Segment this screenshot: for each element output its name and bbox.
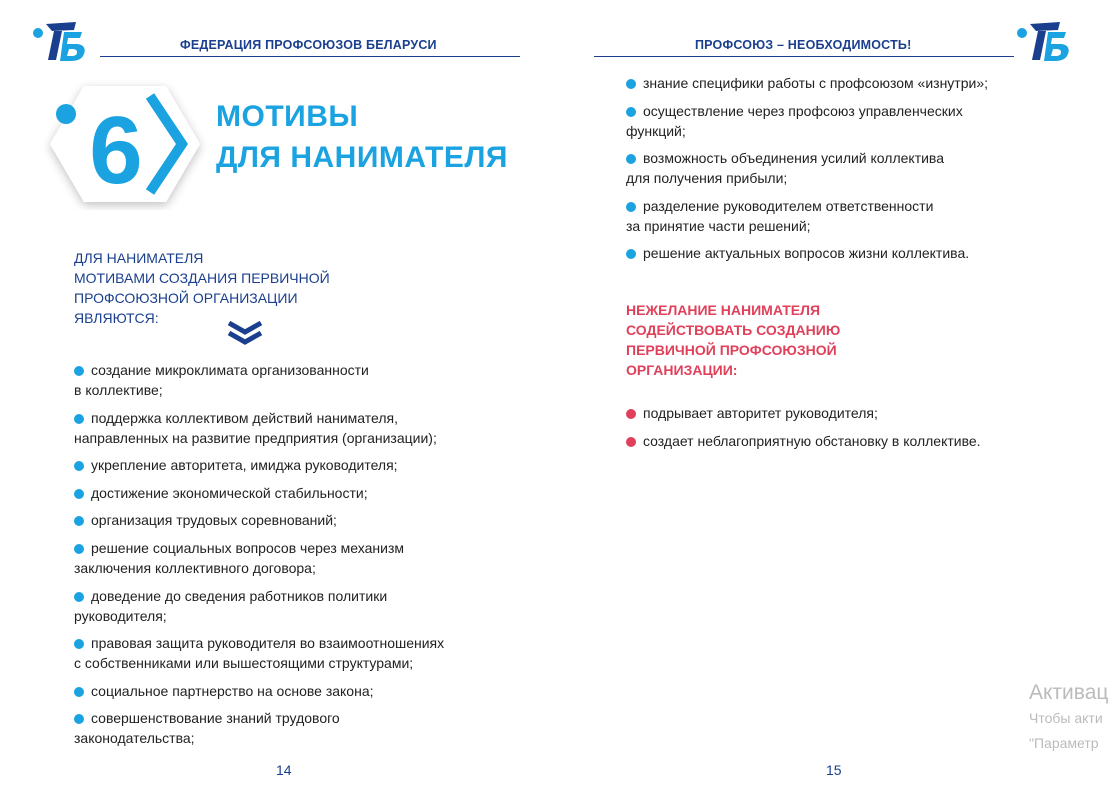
item-text: создание микроклимата организованности (91, 362, 369, 378)
bullet-dot-icon (626, 79, 636, 89)
bullet-dot-icon (626, 154, 636, 164)
header-title: ФЕДЕРАЦИЯ ПРОФСОЮЗОВ БЕЛАРУСИ (180, 38, 437, 52)
page-number: 15 (826, 762, 842, 778)
list-item (74, 483, 444, 503)
fpb-logo-icon (1016, 18, 1074, 64)
bullet-dot-icon (74, 714, 84, 724)
heading-line: МОТИВЫ (216, 100, 359, 133)
bullet-dot-icon (74, 639, 84, 649)
double-chevron-down-icon (226, 320, 264, 346)
item-text: достижение экономической стабильности; (91, 484, 368, 501)
motives-list-continued (626, 73, 988, 271)
bullet-dot-icon (74, 366, 84, 376)
item-text: за принятие части решений; (626, 217, 811, 234)
item-text: организация трудовых соревнований; (91, 512, 337, 529)
header-divider (100, 56, 520, 57)
motives-list (74, 360, 444, 756)
subheading-line: ЯВЛЯЮТСЯ: (74, 310, 159, 326)
bullet-dot-icon (626, 107, 636, 117)
subheading (74, 248, 330, 328)
bullet-dot-icon (626, 437, 636, 447)
header-divider (594, 56, 1014, 57)
item-text: законодательства; (74, 730, 195, 747)
item-text: правовая защита руководителя во взаимоотношениях (91, 635, 445, 652)
list-item (626, 243, 988, 263)
heading-line: ДЛЯ НАНИМАТЕЛЯ (216, 141, 508, 174)
negative-section-title (626, 300, 840, 380)
list-item (626, 101, 988, 141)
subheading-line: МОТИВАМИ СОЗДАНИЯ ПЕРВИЧНОЙ (74, 270, 330, 286)
number-badge (40, 78, 210, 210)
item-text: поддержка коллективом действий нанимателя, (91, 409, 398, 426)
activation-watermark (1029, 680, 1108, 756)
bullet-dot-icon (74, 687, 84, 697)
item-text: создает неблагоприятную обстановку в коллективе. (643, 432, 981, 449)
item-text: укрепление авторитета, имиджа руководителя; (91, 457, 398, 474)
negative-title-line: НЕЖЕЛАНИЕ НАНИМАТЕЛЯ (626, 302, 821, 318)
item-text: возможность объединения усилий коллектива (643, 150, 944, 167)
list-item (74, 455, 444, 475)
item-text: с собственниками или вышестоящими структурами; (74, 655, 414, 672)
list-item (74, 681, 444, 701)
page-number: 14 (276, 762, 292, 778)
bullet-dot-icon (626, 249, 636, 259)
item-text: направленных на развитие предприятия (организации); (74, 429, 437, 446)
list-item (626, 73, 988, 93)
fpb-logo-icon (32, 18, 90, 64)
list-item (626, 196, 988, 236)
watermark-line: Активац (1029, 681, 1109, 704)
negative-title-line: ПЕРВИЧНОЙ ПРОФСОЮЗНОЙ (626, 342, 837, 358)
subheading-line: ДЛЯ НАНИМАТЕЛЯ (74, 250, 204, 266)
list-item (626, 431, 981, 451)
list-item (74, 586, 444, 626)
item-text: осуществление через профсоюз управленческих (643, 102, 963, 119)
item-text: разделение руководителем ответственности (643, 197, 934, 214)
section-heading (216, 96, 508, 178)
list-item (626, 148, 988, 188)
item-text: доведение до сведения работников политики (91, 587, 388, 604)
item-text: функций; (626, 122, 686, 139)
bullet-dot-icon (74, 592, 84, 602)
bullet-dot-icon (74, 516, 84, 526)
item-text: совершенствование знаний трудового (91, 710, 340, 727)
item-text: руководителя; (74, 607, 167, 624)
bullet-dot-icon (626, 409, 636, 419)
list-item (74, 408, 444, 448)
watermark-line: "Параметр (1029, 735, 1099, 751)
list-item (74, 510, 444, 530)
negative-list (626, 403, 981, 458)
list-item (74, 633, 444, 673)
item-text: знание специфики работы с профсоюзом «изнутри»; (643, 75, 988, 91)
negative-title-line: ОРГАНИЗАЦИИ: (626, 362, 738, 378)
item-text: подрывает авторитет руководителя; (643, 405, 878, 421)
bullet-dot-icon (74, 414, 84, 424)
header-title: ПРОФСОЮЗ – НЕОБХОДИМОСТЬ! (695, 38, 912, 52)
subheading-line: ПРОФСОЮЗНОЙ ОРГАНИЗАЦИИ (74, 290, 298, 306)
bullet-dot-icon (626, 202, 636, 212)
item-text: заключения коллективного договора; (74, 559, 316, 576)
negative-title-line: СОДЕЙСТВОВАТЬ СОЗДАНИЮ (626, 322, 841, 338)
list-item (626, 403, 981, 423)
bullet-dot-icon (74, 544, 84, 554)
item-text: решение социальных вопросов через механизм (91, 539, 405, 556)
bullet-dot-icon (74, 489, 84, 499)
list-item (74, 538, 444, 578)
item-text: решение актуальных вопросов жизни коллектива. (643, 245, 970, 262)
item-text: в коллективе; (74, 382, 163, 398)
watermark-line: Чтобы акти (1029, 710, 1103, 726)
big-number: 6 (89, 97, 143, 204)
right-page (558, 0, 1116, 789)
list-item (74, 360, 444, 400)
list-item (74, 708, 444, 748)
bullet-dot-icon (74, 461, 84, 471)
item-text: для получения прибыли; (626, 170, 788, 187)
item-text: социальное партнерство на основе закона; (91, 682, 374, 699)
